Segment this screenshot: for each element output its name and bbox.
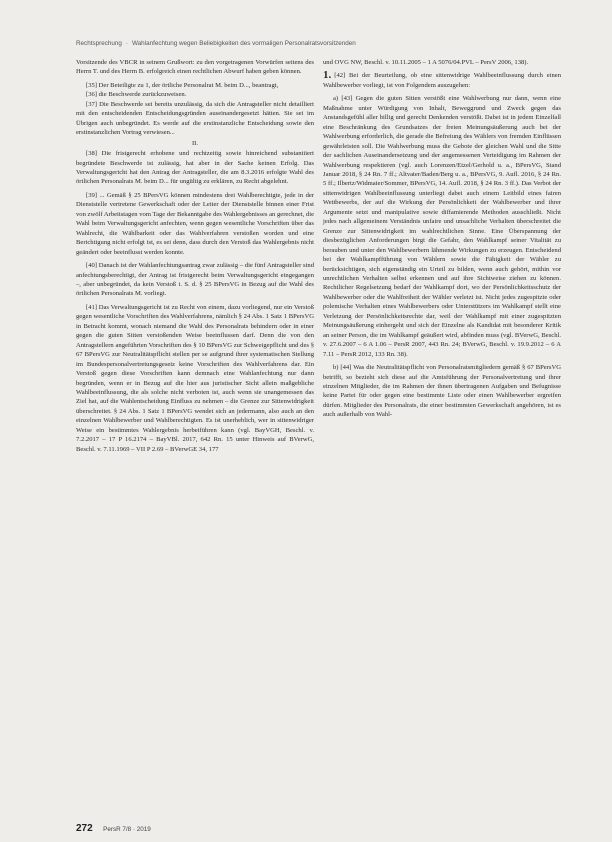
paragraph: [36] die Beschwerde zurückzuweisen.	[86, 91, 187, 99]
paragraph: b) [44] Was die Neutralitätspflicht von Personalratsmitgliedern gemäß § 67 BPersVG betrifft, so bezieht sich diese auf die Amtsführung der Personalvertretung und ihrer einzelnen Mitglieder, die im Rahmen der ihnen übertragenen Aufgaben und Befugnisse keine Partei für oder gegen eine bestimmte Liste oder einen Wahlbewerber ergreifen dürfen. Mitglieder des Personalrats, die einer bestimmten Gewerkschaft angehören, ist es auch außerhalb von Wahl-	[323, 364, 561, 419]
paragraph: [39] ... Gemäß § 25 BPersVG können mindestens drei Wahlberechtigte, jede in der Dienststelle vertretene Gewerkschaft oder der Leiter der Dienststelle binnen einer Frist von zwölf Arbeitstagen vom Tage der Bekanntgabe des Wahlergebnisses an gerechnet, die Wahl beim Verwaltungsgericht anfechten, wenn gegen wesentliche Vorschriften über das Wahlrecht, die Wählbarkeit oder das Wahlverfahren verstoßen worden und eine Berichtigung nicht erfolgt ist, es sei denn, dass durch den Verstoß das Wahlergebnis nicht geändert oder beeinflusst werden konnte.	[76, 191, 314, 256]
page-number: 272	[76, 823, 93, 834]
section-numeral: II.	[191, 139, 199, 147]
paragraph-text: [42] Bei der Beurteilung, ob eine sittenwidrige Wahlbeeinflussung durch einen Wahlbewerber vorliegt, ist von Folgendem auszugehen:	[323, 72, 561, 89]
paragraph: Vorsitzende des VBCR in seinem Grußwort: zu den vorgetragenen Vorwürfen seitens des Herrn T. und des Herrn B. erfolgreich einen rechtlichen Abwurf haben geben können.	[76, 59, 314, 76]
running-head-separator: ·	[125, 40, 128, 47]
paragraph: [40] Danach ist der Wahlanfechtungsantrag zwar zulässig – die fünf Antragsteller sind anfechtungsberechtigt, der Antrag ist fristgerecht beim Verwaltungsgericht eingegangen –, aber unbegründet, da kein Verstoß i. S. d. § 25 BPersVG in Bezug auf die Wahl des örtlichen Personalrats M. vorliegt.	[76, 262, 314, 298]
page-footer	[76, 818, 151, 836]
paragraph: [37] Die Beschwerde sei bereits unzulässig, da sich die Antragsteller nicht detailliert mit den entscheidenden Entscheidungsgründen auseinandergesetzt hätten. Sie sei im Übrigen auch unbegründet. Es werde auf die erstinstanzliche Entscheidung sowie den erstinstanzlichen Vortrag verwiesen...	[76, 100, 314, 137]
paragraph: und OVG NW, Beschl. v. 10.11.2005 – 1 A 5076/04.PVL – PersV 2006, 138).	[323, 59, 529, 66]
running-head	[76, 40, 556, 47]
running-head-section: Rechtsprechung	[76, 40, 122, 47]
journal-issue: PersR 7/8 · 2019	[103, 826, 151, 833]
heading-number: 1.	[323, 69, 332, 82]
running-head-title: Wahlanfechtung wegen Beliebigkeiten des vormaligen Personalratsvorsitzenden	[131, 40, 356, 47]
paragraph: [35] Der Beteiligte zu 1, der örtliche Personalrat M. beim D..., beantragt,	[86, 81, 279, 89]
left-column	[76, 58, 314, 454]
paragraph	[323, 71, 561, 90]
right-column	[323, 58, 561, 420]
paragraph: [38] Die fristgerecht erhobene und rechtzeitig sowie hinreichend substantiiert begründete Beschwerde ist zulässig, hat aber in der Sache keinen Erfolg. Das Verwaltungsgericht hat den Antrag der Antragsteller, die am 8.3.2016 erfolgte Wahl des örtlichen Personalrats M. beim D... für ungültig zu erklären, zu Recht abgelehnt.	[76, 150, 314, 186]
paragraph: [41] Das Verwaltungsgericht ist zu Recht von einem, dazu vorliegend, nur ein Verstoß gegen wesentliche Vorschriften des Wahlverfahrens, nämlich § 24 Abs. 1 Satz 1 BPersVG in Betracht kommt, wonach niemand die Wahl des Personalrats behindern oder in einer gegen die guten Sitten verstoßenden Weise beeinflussen darf. Denn die von den Antragstellern angeführten Vorschriften des § 10 BPersVG zur Schweigepflicht und des § 67 BPersVG zur Neutralitätspflicht stellen per se aufgrund ihrer systematischen Stellung im Bundespersonalvertretungsgesetz keine Vorschriften des Wahlverfahrens dar. Ein Verstoß gegen diese Vorschriften kann demnach eine Wahlanfechtung nur dann begründen, wenn er in Bezug auf die hier aus juristischer Sicht allein maßgebliche Wahlbeeinflussung, die als solche nicht verboten ist, auch wenn sie unangemessen das Ziel hat, auf die Wahlentscheidung Einfluss zu nehmen – die Grenze zur Sittenwidrigkeit überschreitet. § 24 Abs. 1 Satz 1 BPersVG wendet sich an jedermann, also auch an den einzelnen Wahlbewerber und Wahlberechtigten. Es ist unerheblich, wer in sittenwidriger Weise ein bestimmtes Wahlergebnis herbeiführen kann (vgl. BayVGH, Beschl. v. 7.2.2017 – 17 P 16.2174 – BayVBl. 2017, 642 Rn. 15 unter Hinweis auf BVerwG, Beschl. v. 7.11.1969 – VII P 2.69 – BVerwGE 34, 177	[76, 303, 314, 453]
paragraph: a) [43] Gegen die guten Sitten verstößt eine Wahlwerbung nur dann, wenn eine Maßnahme unter Würdigung von Inhalt, Beweggrund und Zweck gegen das Anstandsgefühl aller billig und gerecht Denkenden verstößt. Dabei ist in jedem Einzelfall eine Beschränkung des Grundsatzes der freien Meinungsäußerung auch bei der Wahlwerbung erforderlich, die gerade die Befreiung des Wählers von fremden Einflüssen gewährleisten soll. Die Wahlwerbung muss die Gebote der gleichen Wahl und die Sitte der sachlichen Auseinandersetzung und der angemessenen Verteidigung im Rahmen der Wahlwerbung respektieren (vgl. auch Lorenzen/Etzel/Gerhold u. a., BPersVG, Stand Januar 2018, § 24 Rn. 7 ff.; Altvater/Baden/Berg u. a., BPersVG, 9. Aufl. 2016, § 24 Rn. 5 ff.; Ilbertz/Widmaier/Sommer, BPersVG, 14. Aufl. 2018, § 24 Rn. 3 ff.). Das Verbot der sittenwidrigen Wahlbeeinflussung unterliegt dabei auch einem Leitbild eines fairen Wettbewerbs, der auf die Wirkung der Persönlichkeit der Wahlbewerber und ihrer Argumente setzt und manipulative sowie diffamierende Methoden ausschließt. Nicht jedes nach allgemeinem Verständnis unfaire und unsachliche Verhalten überschreitet die Grenze zur Sittenwidrigkeit im wahlrechtlichen Sinne. Eine Überspannung der diesbezüglichen Anforderungen birgt die Gefahr, den Wahlkampf seiner Vitalität zu berauben und unter den Wahlbewerbern lähmende Wirkungen zu erzeugen. Entscheidend bei der Wahlkampfführung von Wählern sowie die Fähigkeit der Wähler zu berücksichtigen, sich eigenständig ein Urteil zu bilden, wenn auch gehört, mithin vor unrechtlichen Verhalten selbst erkennen und auf ihre Sichtweise ziehen zu können. Rechtlicher Regelsetzung bedarf der Wahlkampf dort, wo der Persönlichkeitsschutz der Wahlbewerber oder die Wahlfreiheit der Wähler verletzt ist. Nicht jedes zugespitzte oder polemische Verhalten eines Wahlbewerbers oder Unterstützers im Wahlkampf stellt eine Verletzung der Persönlichkeitsrechte dar, weil der Wahlkampf mit einer zugespitzten Meinungsäußerung einhergeht und sich der Einzelne als Kandidat mit besonderer Kritik an seiner Person, die im Wahlkampf geäußert wird, abfinden muss (vgl. BVerwG, Beschl. v. 27.6.2007 – 6 A 1.06 – PersR 2007, 443 Rn. 24; BVerwG, Beschl. v. 19.9.2012 – 6 A 7.11 – PersR 2012, 133 Rn. 38).	[323, 95, 561, 358]
